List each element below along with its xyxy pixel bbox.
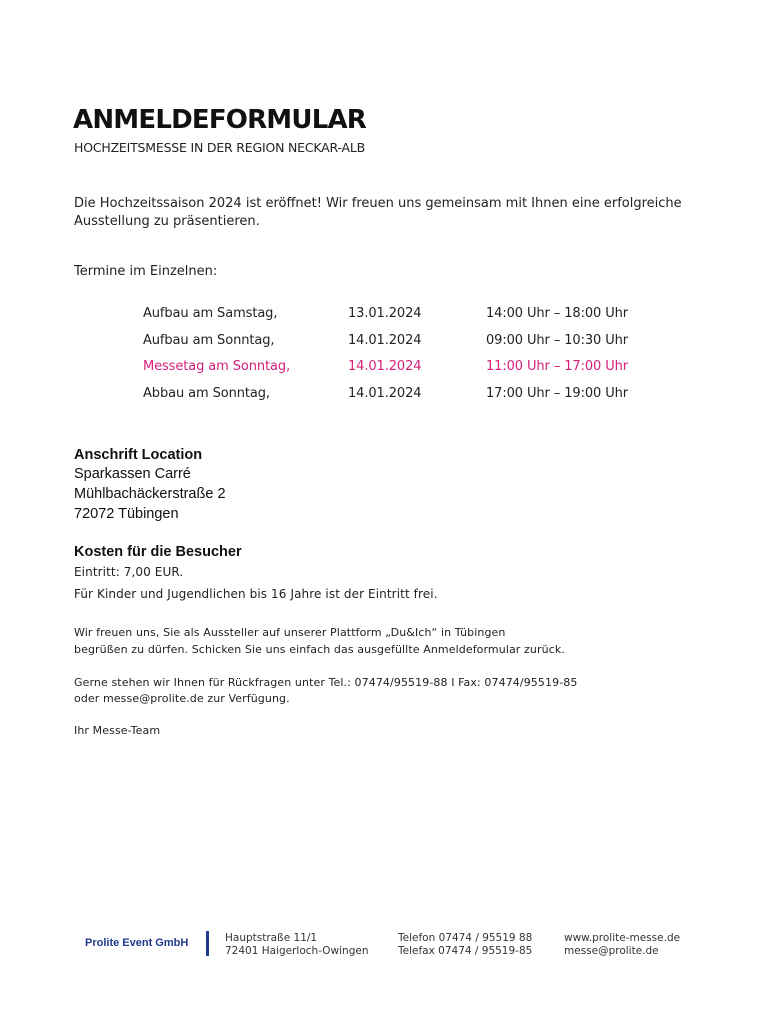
- schedule-time: 14:00 Uhr – 18:00 Uhr: [486, 306, 629, 321]
- schedule-label: Aufbau am Samstag,: [143, 306, 278, 321]
- schedule-date: 14.01.2024: [348, 385, 422, 401]
- footer-company: Prolite Event GmbH: [85, 937, 189, 949]
- footer-divider: [206, 931, 209, 956]
- closing-text-line: Wir freuen uns, Sie als Aussteller auf unserer Plattform „Du&Ich“ in Tübingen: [74, 626, 506, 639]
- contact-text-line: Gerne stehen wir Ihnen für Rückfragen unter Tel.: 07474/95519-88 I Fax: 07474/95519-85: [74, 676, 578, 689]
- footer-phone: Telefon 07474 / 95519 88: [398, 932, 533, 944]
- schedule-date: 14.01.2024: [348, 332, 422, 348]
- schedule-label: Abbau am Sonntag,: [143, 385, 270, 401]
- costs-free-entry: Für Kinder und Jugendlichen bis 16 Jahre ist der Eintritt frei.: [74, 587, 438, 601]
- schedule-date: 13.01.2024: [348, 306, 422, 321]
- closing-text-line: begrüßen zu dürfen. Schicken Sie uns einfach das ausgefüllte Anmeldeformular zurück.: [74, 643, 565, 656]
- schedule-time: 17:00 Uhr – 19:00 Uhr: [486, 385, 629, 401]
- signoff: Ihr Messe-Team: [74, 724, 161, 737]
- page-subtitle: HOCHZEITSMESSE IN DER REGION NECKAR-ALB: [74, 140, 366, 155]
- costs-entry-fee: Eintritt: 7,00 EUR.: [74, 565, 184, 579]
- location-heading: Anschrift Location: [74, 447, 203, 463]
- page-title: ANMELDEFORMULAR: [73, 105, 367, 135]
- schedule-time: 09:00 Uhr – 10:30 Uhr: [486, 332, 629, 348]
- footer-address-city: 72401 Haigerloch-Owingen: [225, 945, 369, 957]
- location-name: Sparkassen Carré: [74, 466, 191, 482]
- footer-address: [225, 932, 368, 958]
- schedule-time: 11:00 Uhr – 17:00 Uhr: [486, 359, 629, 374]
- contact-text-line: oder messe@prolite.de zur Verfügung.: [74, 692, 290, 705]
- footer-email-link[interactable]: messe@prolite.de: [564, 945, 659, 957]
- schedule-label: Messetag am Sonntag,: [143, 359, 291, 374]
- footer-address-street: Hauptstraße 11/1: [225, 932, 318, 944]
- footer-web-email: [564, 932, 680, 958]
- location-city: 72072 Tübingen: [74, 506, 179, 522]
- schedule-label: Aufbau am Sonntag,: [143, 332, 275, 348]
- intro-text: Die Hochzeitssaison 2024 ist eröffnet! Wir freuen uns gemeinsam mit Ihnen eine erfolgreiche Ausstellung zu präsentieren.: [74, 196, 682, 229]
- costs-heading: Kosten für die Besucher: [74, 544, 242, 560]
- footer-phone-fax: [398, 932, 532, 958]
- footer-fax: Telefax 07474 / 95519-85: [398, 945, 533, 957]
- footer-website-link[interactable]: www.prolite-messe.de: [564, 932, 681, 944]
- schedule-date: 14.01.2024: [348, 359, 422, 374]
- schedule-heading: Termine im Einzelnen:: [74, 264, 218, 279]
- location-street: Mühlbachäckerstraße 2: [74, 486, 226, 502]
